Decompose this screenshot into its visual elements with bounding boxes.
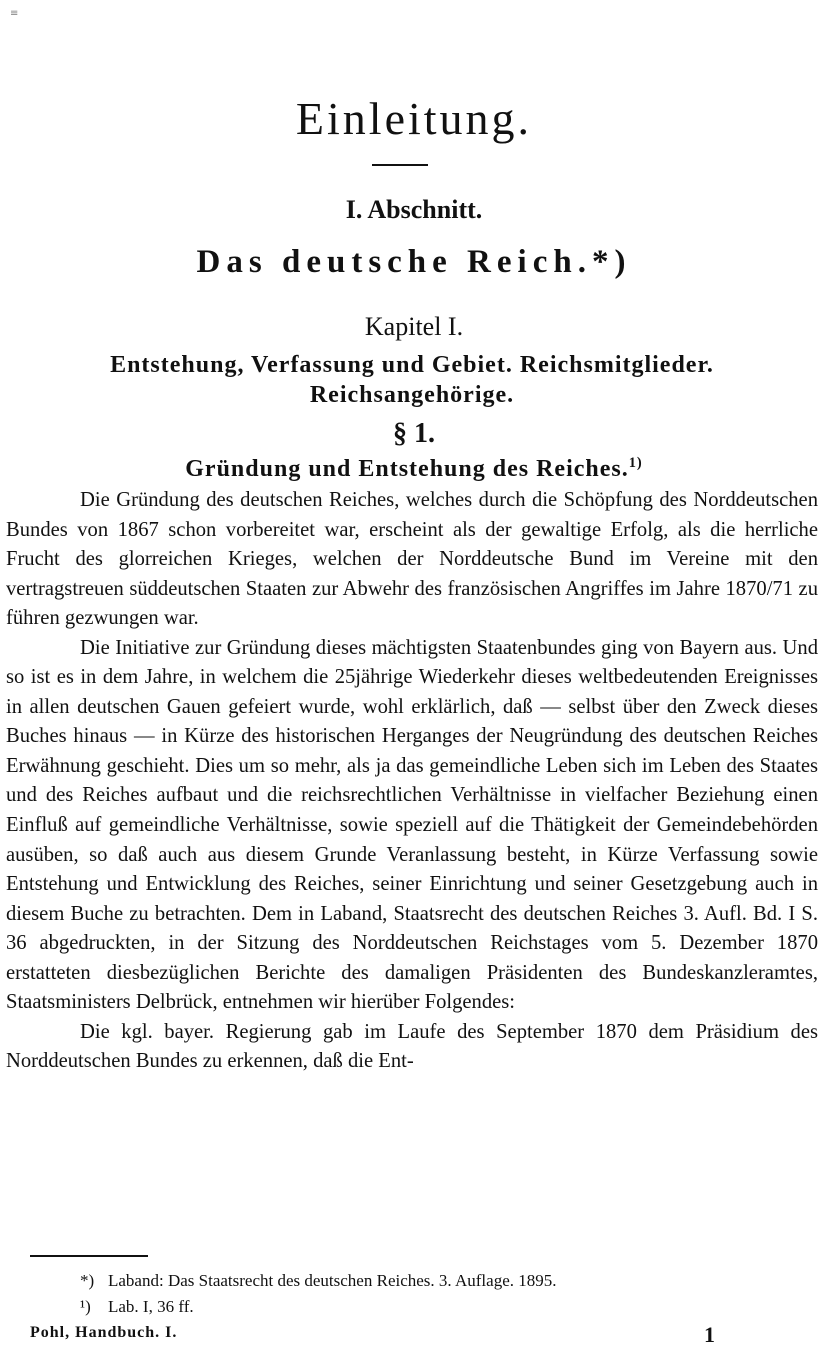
page-title: Einleitung. <box>295 93 533 144</box>
paragraph-number: § 1. <box>393 418 435 449</box>
section-heading: I. Abschnitt. <box>345 195 483 224</box>
body-text <box>6 486 818 1077</box>
body-paragraph: Die kgl. bayer. Regierung gab im Laufe des September 1870 dem Präsidium des Norddeutschen Bundes zu erkennen, daß die Ent- <box>6 1020 818 1073</box>
footnote-text: Lab. I, 36 ff. <box>108 1297 194 1316</box>
paragraph-title <box>0 455 828 483</box>
footnote-mark: ¹) <box>80 1297 91 1316</box>
signature-line: Pohl, Handbuch. I. <box>30 1324 178 1341</box>
title-divider <box>372 164 428 166</box>
body-paragraph: Die Gründung des deutschen Reiches, welches durch die Schöpfung des Norddeutschen Bundes von 1867 schon vorbereitet war, erscheint als der gewaltige Erfolg, als die herrliche Frucht des glorreichen Krieges, welchen der Norddeutsche Bund im Vereine mit den vertragstreuen süddeutschen Staaten zur Abwehr des französischen Angriffes im Jahre 1870/71 zu führen gezwungen war. <box>6 489 818 630</box>
footnote <box>80 1294 556 1320</box>
section-title <box>0 244 828 281</box>
footnote-text: Laband: Das Staatsrecht des deutschen Reiches. 3. Auflage. 1895. <box>108 1271 557 1290</box>
section-title-note: *) <box>591 244 632 280</box>
margin-mark: ≡ <box>10 8 19 19</box>
footnote-mark: *) <box>80 1271 95 1290</box>
section-title-text: Das deutsche Reich. <box>196 244 592 280</box>
paragraph-title-note: 1) <box>628 455 643 471</box>
chapter-title: Entstehung, Verfassung und Gebiet. Reichsmitglieder. Reichsangehörige. <box>110 352 714 408</box>
page-number: 1 <box>704 1322 715 1347</box>
body-paragraph: Die Initiative zur Gründung dieses mächtigsten Staatenbundes ging von Bayern aus. Und so ist es in dem Jahre, in welchem die 25jährige Wiederkehr dieses weltbedeutenden Ereignisses in allen deutschen Gauen gefeiert wurde, wohl erklärlich, daß — selbst über den Zweck dieses Buches hinaus — in Kürze des historischen Herganges der Neugründung des deutschen Reiches Erwähnung geschieht. Dies um so mehr, als ja das gemeindliche Leben sich im Leben des Staates und des Reiches aufbaut und die reichsrechtlichen Verhältnisse in vielfacher Beziehung einen Einfluß auf gemeindliche Verhältnisse, sowie speziell auf die Thätigkeit der Gemeindebehörden ausüben, so daß auch aus diesem Grunde Veranlassung besteht, in Kürze Verfassung sowie Entstehung und Entwicklung des Reiches, seiner Einrichtung und seiner Gesetzgebung auch in diesem Buche zu betrachten. Dem in Laband, Staatsrecht des deutschen Reiches 3. Aufl. Bd. I S. 36 abgedruckten, in der Sitzung des Norddeutschen Reichstages vom 5. Dezember 1870 erstatteten diesbezüglichen Berichte des damaligen Präsidenten des Bundeskanzleramtes, Staatsministers Delbrück, entnehmen wir hierüber Folgendes: <box>6 636 818 1014</box>
footnotes <box>80 1268 556 1320</box>
footnote <box>80 1268 556 1294</box>
paragraph-title-text: Gründung und Entstehung des Reiches. <box>185 456 629 482</box>
chapter-heading: Kapitel I. <box>364 312 464 341</box>
footnote-divider <box>30 1255 148 1257</box>
